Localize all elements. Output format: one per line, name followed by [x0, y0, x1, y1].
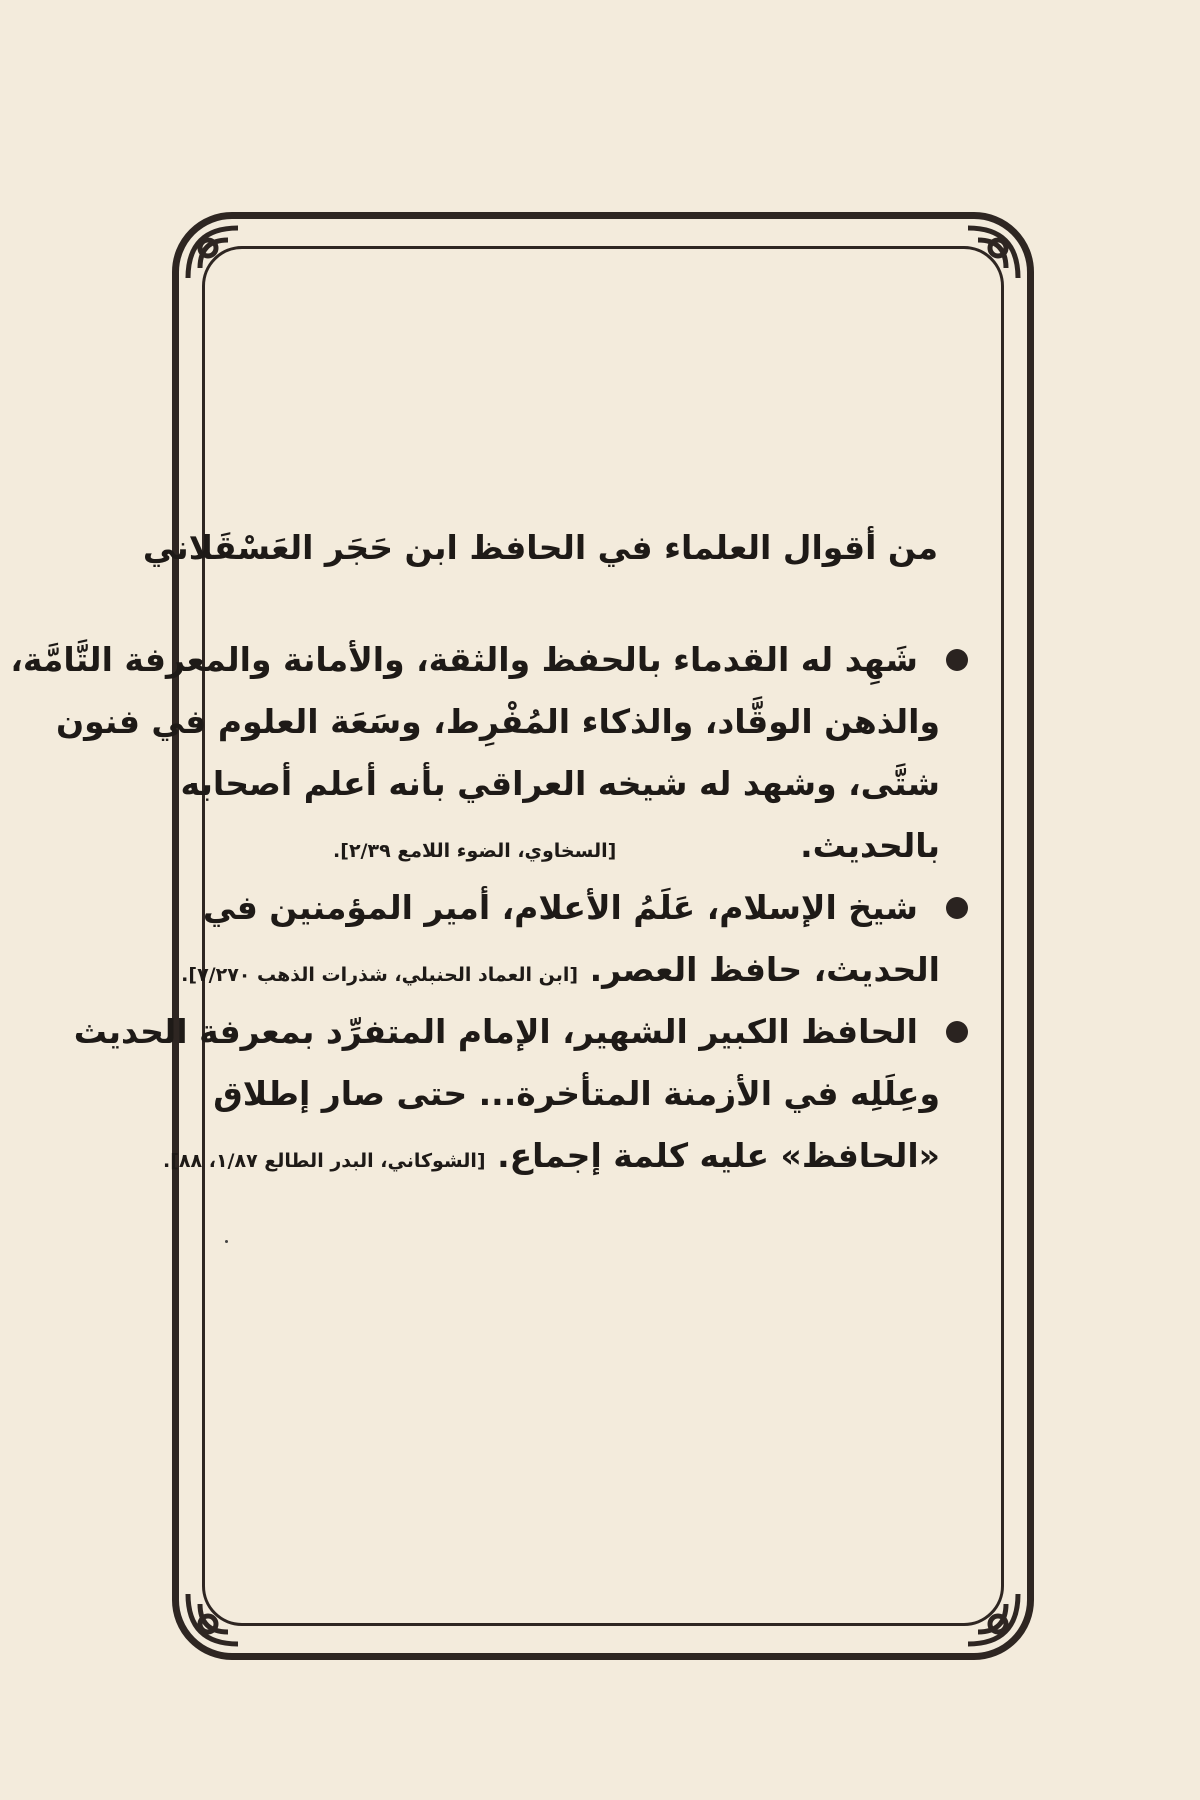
quote-line-with-citation [228, 821, 940, 871]
quote-line-with-citation [181, 945, 940, 995]
citation: [الشوكاني، البدر الطالع ١/٨٧، ٨٨]. [163, 1150, 486, 1172]
corner-ornament-icon [958, 218, 1028, 288]
quote-line: والذهن الوقَّاد، والذكاء المُفْرِط، وسَعَة العلوم في فنون [56, 702, 940, 741]
quote-line: شتَّى، وشهد له شيخه العراقي بأنه أعلم أصحابه [180, 764, 940, 803]
speck [225, 1240, 228, 1243]
bullet-icon [946, 649, 968, 671]
bullet-icon [946, 897, 968, 919]
citation: [السخاوي، الضوء اللامع ٢/٣٩]. [333, 840, 617, 862]
quote-line: الحافظ الكبير الشهير، الإمام المتفرِّد بمعرفة الحديث [73, 1012, 918, 1051]
quote-line-with-citation [163, 1131, 940, 1181]
citation: [ابن العماد الحنبلي، شذرات الذهب ٧/٢٧٠]. [181, 964, 579, 986]
page-title: من أقوال العلماء في الحافظ ابن حَجَر العَسْقَلاني [142, 528, 938, 567]
corner-ornament-icon [178, 218, 248, 288]
quote-line: وعِلَلِه في الأزمنة المتأخرة... حتى صار إطلاق [213, 1074, 940, 1113]
quote-line: شَهِد له القدماء بالحفظ والثقة، والأمانة والمعرفة التَّامَّة، [10, 640, 918, 679]
corner-ornament-icon [958, 1584, 1028, 1654]
quote-line: شيخ الإسلام، عَلَمُ الأعلام، أمير المؤمنين في [202, 888, 918, 927]
quote-line: «الحافظ» عليه كلمة إجماع. [497, 1136, 940, 1175]
quote-line: بالحديث. [800, 826, 940, 865]
quote-line: الحديث، حافظ العصر. [589, 950, 940, 989]
ornamental-border-inner [10, 246, 1004, 1626]
bullet-icon [946, 1021, 968, 1043]
corner-ornament-icon [178, 1584, 248, 1654]
